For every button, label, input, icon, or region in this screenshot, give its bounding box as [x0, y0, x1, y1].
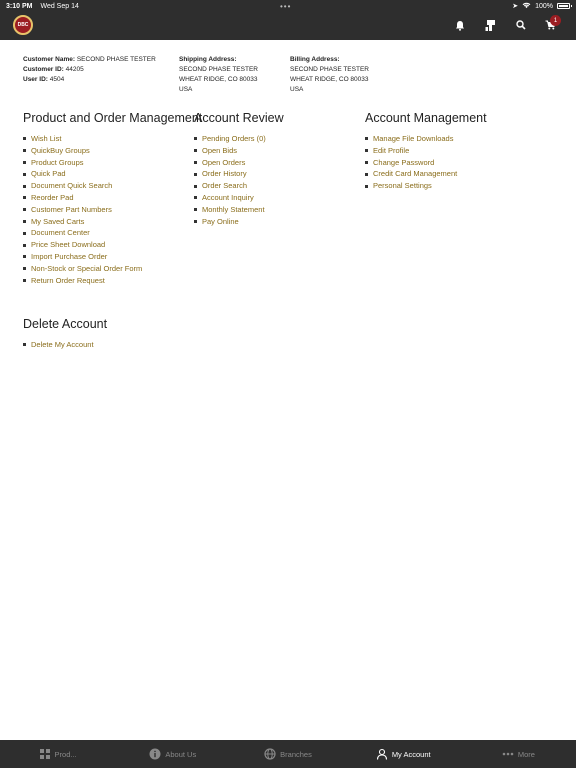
menu-link-label: My Saved Carts — [31, 216, 85, 226]
menu-link-label: QuickBuy Groups — [31, 145, 90, 155]
account-review-section — [194, 111, 284, 227]
bullet-icon — [365, 149, 368, 152]
customer-name-label: Customer Name: — [23, 56, 76, 63]
bullet-icon — [23, 161, 26, 164]
menu-link-label: Credit Card Management — [373, 169, 458, 179]
bullet-icon — [23, 149, 26, 152]
section-title: Account Management — [365, 111, 487, 125]
menu-link[interactable] — [23, 227, 202, 239]
menu-link[interactable] — [194, 216, 284, 228]
customer-name: SECOND PHASE TESTER — [76, 56, 156, 63]
bullet-icon — [365, 185, 368, 188]
bullet-icon — [194, 220, 197, 223]
grid-icon — [39, 748, 51, 760]
bullet-icon — [23, 196, 26, 199]
menu-link-label: Quick Pad — [31, 169, 66, 179]
bullet-icon — [23, 173, 26, 176]
tab-label: About Us — [165, 749, 197, 759]
link-list — [194, 133, 284, 227]
user-icon — [376, 748, 388, 760]
menu-link[interactable] — [23, 216, 202, 228]
bullet-icon — [23, 185, 26, 188]
bullet-icon — [194, 208, 197, 211]
menu-link[interactable] — [23, 168, 202, 180]
globe-icon — [264, 748, 276, 760]
customer-id: 44205 — [65, 66, 84, 73]
menu-link[interactable] — [194, 157, 284, 169]
bullet-icon — [23, 343, 26, 346]
billing-address-label: Billing Address: — [290, 56, 340, 63]
bullet-icon — [194, 137, 197, 140]
tab-branches[interactable] — [230, 740, 345, 768]
bullet-icon — [23, 255, 26, 258]
info-icon — [149, 748, 161, 760]
menu-link-label: Delete My Account — [31, 340, 94, 349]
bullet-icon — [194, 161, 197, 164]
menu-link-label: Order Search — [202, 181, 248, 191]
wifi-icon — [522, 2, 531, 11]
tab-label: More — [517, 749, 535, 759]
multitask-dots-icon: ••• — [280, 2, 292, 11]
delete-account-section — [23, 317, 107, 351]
tab-my-account[interactable] — [346, 740, 461, 768]
menu-link-label: Import Purchase Order — [31, 251, 108, 261]
battery-percent: 100% — [535, 2, 553, 10]
menu-link[interactable] — [23, 239, 202, 251]
menu-link[interactable] — [194, 204, 284, 216]
user-id: 4504 — [49, 76, 65, 83]
menu-link-label: Non-Stock or Special Order Form — [31, 263, 143, 273]
menu-link[interactable] — [23, 275, 202, 287]
menu-link[interactable] — [365, 180, 487, 192]
menu-link-label: Pending Orders (0) — [202, 134, 266, 143]
bullet-icon — [23, 232, 26, 235]
menu-link-label: Open Bids — [202, 145, 238, 155]
shipping-address-label: Shipping Address: — [179, 56, 237, 63]
menu-link[interactable] — [194, 168, 284, 180]
battery-icon — [557, 3, 570, 9]
bottom-tab-bar — [0, 740, 576, 768]
bullet-icon — [23, 137, 26, 140]
menu-link[interactable] — [194, 133, 284, 145]
menu-link[interactable] — [23, 204, 202, 216]
status-date: Wed Sep 14 — [40, 2, 79, 10]
bullet-icon — [365, 161, 368, 164]
tab-about-us[interactable] — [115, 740, 230, 768]
link-list — [365, 133, 487, 192]
bell-icon[interactable] — [453, 18, 467, 32]
shipping-address — [179, 55, 258, 95]
menu-link-label: Customer Part Numbers — [31, 204, 112, 214]
bullet-icon — [365, 137, 368, 140]
menu-link[interactable] — [194, 192, 284, 204]
bullet-icon — [365, 173, 368, 176]
bullet-icon — [194, 149, 197, 152]
link-list — [23, 339, 107, 351]
shipping-line: SECOND PHASE TESTER — [179, 66, 258, 73]
menu-link-label: Manage File Downloads — [373, 134, 454, 143]
menu-link-label: Edit Profile — [373, 145, 410, 155]
menu-link-label: Price Sheet Download — [31, 240, 106, 250]
billing-address — [290, 55, 369, 95]
top-nav-bar — [0, 12, 576, 40]
status-bar — [0, 0, 576, 12]
company-logo[interactable] — [13, 15, 33, 35]
menu-link-label: Return Order Request — [31, 275, 105, 285]
menu-link-label: Document Center — [31, 228, 90, 238]
billing-line: SECOND PHASE TESTER — [290, 66, 369, 73]
shipping-line: WHEAT RIDGE, CO 80033 — [179, 76, 258, 83]
user-id-label: User ID: — [23, 76, 48, 83]
section-title: Account Review — [194, 111, 284, 125]
menu-link-label: Product Groups — [31, 157, 84, 167]
menu-link[interactable] — [23, 263, 202, 275]
menu-link[interactable] — [23, 339, 107, 351]
menu-link-label: Order History — [202, 169, 247, 179]
tab-more[interactable] — [461, 740, 576, 768]
billing-line: USA — [290, 86, 304, 93]
menu-link[interactable] — [365, 145, 487, 157]
menu-link-label: Account Inquiry — [202, 192, 254, 202]
bullet-icon — [23, 208, 26, 211]
tab-label: My Account — [391, 749, 431, 759]
menu-link[interactable] — [194, 180, 284, 192]
menu-link[interactable] — [23, 133, 202, 145]
customer-id-label: Customer ID: — [23, 66, 64, 73]
bullet-icon — [194, 173, 197, 176]
bullet-icon — [23, 244, 26, 247]
bullet-icon — [23, 279, 26, 282]
menu-link[interactable] — [23, 192, 202, 204]
menu-link-label: Reorder Pad — [31, 192, 74, 202]
cart-count-badge: 1 — [550, 15, 561, 26]
section-title: Delete Account — [23, 317, 108, 331]
bullet-icon — [194, 185, 197, 188]
billing-line: WHEAT RIDGE, CO 80033 — [290, 76, 369, 83]
menu-link[interactable] — [23, 145, 202, 157]
location-icon: ➤ — [512, 3, 519, 10]
menu-link-label: Open Orders — [202, 157, 246, 167]
status-time: 3:10 PM — [6, 2, 33, 10]
shipping-line: USA — [179, 86, 193, 93]
menu-link[interactable] — [365, 168, 487, 180]
logo-text: DBC — [17, 22, 29, 28]
bullet-icon — [23, 267, 26, 270]
menu-link[interactable] — [23, 251, 202, 263]
scanner-icon[interactable] — [484, 18, 498, 32]
menu-link[interactable] — [23, 180, 202, 192]
menu-link[interactable] — [194, 145, 284, 157]
section-title: Product and Order Management — [23, 111, 203, 125]
more-icon — [502, 748, 514, 760]
bullet-icon — [194, 196, 197, 199]
menu-link-label: Pay Online — [202, 216, 239, 226]
tab-label: Branches — [280, 749, 312, 759]
customer-info — [23, 55, 156, 85]
product-order-management-section — [23, 111, 202, 286]
tab-products[interactable] — [0, 740, 115, 768]
link-list — [23, 133, 202, 286]
menu-link-label: Change Password — [373, 157, 435, 167]
bullet-icon — [23, 220, 26, 223]
menu-link-label: Wish List — [31, 134, 62, 143]
account-management-section — [365, 111, 487, 192]
menu-link-label: Personal Settings — [373, 181, 432, 191]
menu-link-label: Monthly Statement — [202, 204, 265, 214]
menu-link[interactable] — [365, 157, 487, 169]
tab-label: Prod... — [54, 749, 77, 759]
menu-link[interactable] — [365, 133, 487, 145]
search-icon[interactable] — [514, 18, 528, 32]
menu-link-label: Document Quick Search — [31, 181, 113, 191]
menu-link[interactable] — [23, 157, 202, 169]
